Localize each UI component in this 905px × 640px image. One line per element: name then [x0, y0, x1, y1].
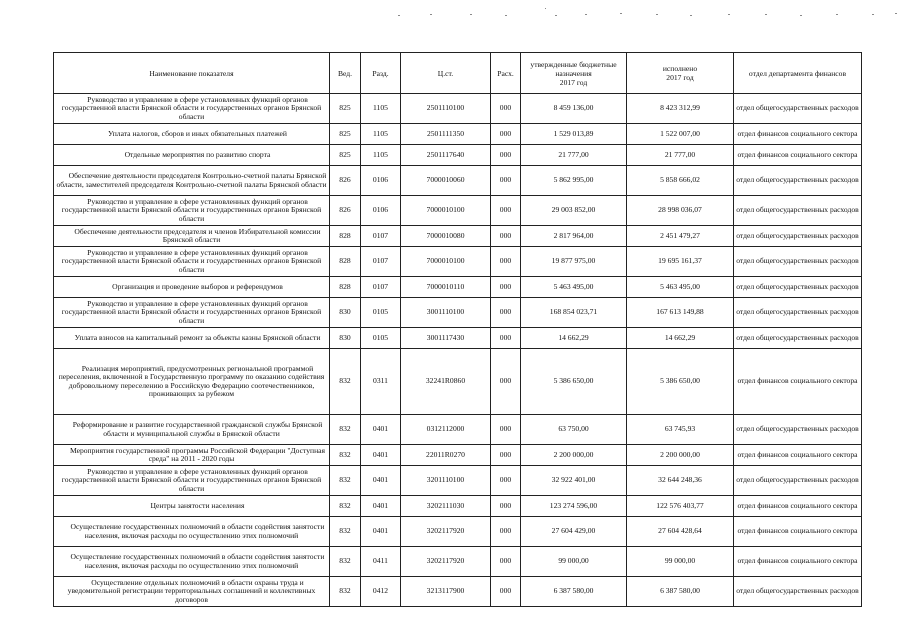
row-rash: 000: [491, 466, 521, 496]
header-ved: Вед.: [330, 53, 361, 94]
row-ved: 830: [330, 298, 361, 328]
row-name-text: Осуществление государственных полномочий в области содействия занятости населения, включая расходы по осуществлению этих полномочий: [70, 552, 325, 570]
row-name-text: Обеспечение деятельности председателя и членов Избирательной комиссии Брянской области: [74, 226, 321, 244]
row-executed: 27 604 428,64: [627, 517, 734, 547]
row-dept: отдел финансов социального сектора: [734, 496, 862, 517]
header-executed-year: 2017 год: [666, 73, 694, 82]
header-executed: [627, 53, 734, 94]
row-approved: 99 000,00: [521, 547, 627, 577]
row-razd: 0105: [361, 298, 401, 328]
row-rash: 000: [491, 547, 521, 577]
table-row: [54, 94, 862, 124]
row-name: [54, 145, 330, 166]
row-razd: 1105: [361, 124, 401, 145]
row-rash: 000: [491, 145, 521, 166]
row-razd: 1105: [361, 145, 401, 166]
row-cst: 0312112000: [401, 415, 491, 445]
row-name-text: Руководство и управление в сфере установленных функций органов государственной власти Брянской области и государственных органов Брянской области: [61, 247, 322, 274]
row-ved: 828: [330, 247, 361, 277]
row-executed: 21 777,00: [627, 145, 734, 166]
row-approved: 19 877 975,00: [521, 247, 627, 277]
row-razd: 0105: [361, 328, 401, 349]
row-name: [54, 196, 330, 226]
row-cst: 2501117640: [401, 145, 491, 166]
row-rash: 000: [491, 196, 521, 226]
row-rash: 000: [491, 577, 521, 607]
row-name-text: Осуществление отдельных полномочий в области охраны труда и уведомительной регистрации территориальных соглашений и коллективных договоров: [67, 577, 316, 604]
row-approved: 5 862 995,00: [521, 166, 627, 196]
row-name: [54, 466, 330, 496]
row-name: [54, 247, 330, 277]
row-name: [54, 349, 330, 415]
row-name-text: Руководство и управление в сфере установленных функций органов государственной власти Брянской области и государственных органов Брянской области: [61, 196, 322, 223]
row-name: [54, 577, 330, 607]
row-rash: 000: [491, 124, 521, 145]
header-rash: Расх.: [491, 53, 521, 94]
row-rash: 000: [491, 226, 521, 247]
row-ved: 832: [330, 349, 361, 415]
table-row: [54, 145, 862, 166]
row-ved: 825: [330, 94, 361, 124]
scan-specks: [0, 0, 905, 40]
table-row: [54, 166, 862, 196]
table-row: [54, 445, 862, 466]
row-razd: 0401: [361, 445, 401, 466]
row-ved: 826: [330, 196, 361, 226]
row-ved: 828: [330, 226, 361, 247]
row-approved: 21 777,00: [521, 145, 627, 166]
row-approved: 2 817 964,00: [521, 226, 627, 247]
row-executed: 5 463 495,00: [627, 277, 734, 298]
header-dept: отдел департамента финансов: [734, 53, 862, 94]
row-ved: 832: [330, 496, 361, 517]
row-approved: 2 200 000,00: [521, 445, 627, 466]
row-dept: отдел общегосударственных расходов: [734, 577, 862, 607]
row-cst: 3201110100: [401, 466, 491, 496]
row-razd: 0401: [361, 466, 401, 496]
row-ved: 832: [330, 517, 361, 547]
row-ved: 828: [330, 277, 361, 298]
row-dept: отдел общегосударственных расходов: [734, 466, 862, 496]
row-cst: 7000010080: [401, 226, 491, 247]
row-dept: отдел общегосударственных расходов: [734, 94, 862, 124]
row-name: [54, 298, 330, 328]
row-ved: 826: [330, 166, 361, 196]
row-name-text: Реформирование и развитие государственной гражданской службы Брянской области и муниципальной службы в Брянской области: [72, 420, 323, 438]
row-approved: 123 274 596,00: [521, 496, 627, 517]
table-row: [54, 124, 862, 145]
table-row: [54, 328, 862, 349]
row-name: [54, 517, 330, 547]
row-cst: 3202117920: [401, 547, 491, 577]
table-row: [54, 349, 862, 415]
row-ved: 825: [330, 124, 361, 145]
row-cst: 7000010110: [401, 277, 491, 298]
header-executed-label: исполнено: [662, 64, 698, 73]
row-executed: 5 858 666,02: [627, 166, 734, 196]
row-name: [54, 445, 330, 466]
table-row: [54, 466, 862, 496]
row-name: [54, 124, 330, 145]
table-header-row: [54, 53, 862, 94]
row-rash: 000: [491, 496, 521, 517]
row-approved: 8 459 136,00: [521, 94, 627, 124]
row-dept: отдел общегосударственных расходов: [734, 226, 862, 247]
table-row: [54, 547, 862, 577]
row-rash: 000: [491, 328, 521, 349]
row-rash: 000: [491, 298, 521, 328]
row-name: [54, 94, 330, 124]
row-name-text: Руководство и управление в сфере установленных функций органов государственной власти Брянской области и государственных органов Брянской области: [61, 94, 322, 121]
row-cst: 7000010100: [401, 196, 491, 226]
row-cst: 3001110100: [401, 298, 491, 328]
row-cst: 3202111030: [401, 496, 491, 517]
row-executed: 1 522 007,00: [627, 124, 734, 145]
row-approved: 1 529 013,89: [521, 124, 627, 145]
row-razd: 0107: [361, 226, 401, 247]
row-ved: 825: [330, 145, 361, 166]
row-executed: 2 200 000,00: [627, 445, 734, 466]
header-razd: Разд.: [361, 53, 401, 94]
row-name-text: Реализация мероприятий, предусмотренных региональной программой переселения, включенной в Государственную программу по оказанию содействия добровольному переселению в Российскую Федерацию соотечественников, проживающих за рубежом: [58, 363, 325, 398]
row-executed: 63 745,93: [627, 415, 734, 445]
row-rash: 000: [491, 94, 521, 124]
row-cst: 22011R0270: [401, 445, 491, 466]
row-dept: отдел общегосударственных расходов: [734, 328, 862, 349]
row-dept: отдел общегосударственных расходов: [734, 415, 862, 445]
header-approved-year: 2017 год: [559, 77, 588, 87]
row-razd: 0401: [361, 415, 401, 445]
table-row: [54, 496, 862, 517]
row-rash: 000: [491, 415, 521, 445]
row-dept: отдел общегосударственных расходов: [734, 247, 862, 277]
table-row: [54, 298, 862, 328]
row-cst: 2501111350: [401, 124, 491, 145]
row-name-text: Центры занятости населения: [150, 500, 245, 510]
row-executed: 2 451 479,27: [627, 226, 734, 247]
row-name-text: Руководство и управление в сфере установленных функций органов государственной власти Брянской области и государственных органов Брянской области: [61, 466, 322, 493]
row-razd: 0107: [361, 247, 401, 277]
row-razd: 0106: [361, 196, 401, 226]
table-row: [54, 277, 862, 298]
row-name-text: Осуществление государственных полномочий в области содействия занятости населения, включая расходы по осуществлению этих полномочий: [70, 522, 325, 540]
row-name-text: Уплата взносов на капитальный ремонт за объекты казны Брянской области: [74, 332, 321, 342]
row-executed: 8 423 312,99: [627, 94, 734, 124]
row-dept: отдел финансов социального сектора: [734, 445, 862, 466]
row-executed: 99 000,00: [627, 547, 734, 577]
header-name: Наименование показателя: [54, 53, 330, 94]
row-executed: 5 386 650,00: [627, 349, 734, 415]
row-executed: 122 576 403,77: [627, 496, 734, 517]
row-executed: 19 695 161,37: [627, 247, 734, 277]
row-razd: 0401: [361, 496, 401, 517]
row-razd: 0401: [361, 517, 401, 547]
row-dept: отдел финансов социального сектора: [734, 349, 862, 415]
row-executed: 32 644 248,36: [627, 466, 734, 496]
row-name-text: Мероприятия государственной программы Российской Федерации "Доступная среда" на 2011 - 2020 годы: [69, 445, 326, 463]
table-row: [54, 226, 862, 247]
row-cst: 7000010060: [401, 166, 491, 196]
row-ved: 830: [330, 328, 361, 349]
row-razd: 0412: [361, 577, 401, 607]
row-name-text: Руководство и управление в сфере установленных функций органов государственной власти Брянской области и государственных органов Брянской области: [61, 298, 322, 325]
row-ved: 832: [330, 445, 361, 466]
row-name: [54, 547, 330, 577]
row-name-text: Отдельные мероприятия по развитию спорта: [124, 149, 271, 159]
row-dept: отдел финансов социального сектора: [734, 145, 862, 166]
row-razd: 0311: [361, 349, 401, 415]
row-name-text: Организация и проведение выборов и референдумов: [112, 281, 283, 291]
row-name: [54, 226, 330, 247]
row-ved: 832: [330, 466, 361, 496]
table-row: [54, 247, 862, 277]
row-approved: 27 604 429,00: [521, 517, 627, 547]
table-row: [54, 577, 862, 607]
row-rash: 000: [491, 277, 521, 298]
row-rash: 000: [491, 445, 521, 466]
row-executed: 6 387 580,00: [627, 577, 734, 607]
row-ved: 832: [330, 577, 361, 607]
row-dept: отдел общегосударственных расходов: [734, 166, 862, 196]
row-approved: 63 750,00: [521, 415, 627, 445]
table-row: [54, 196, 862, 226]
row-dept: отдел общегосударственных расходов: [734, 196, 862, 226]
row-dept: отдел финансов социального сектора: [734, 124, 862, 145]
row-approved: 5 463 495,00: [521, 277, 627, 298]
row-cst: 32241R0860: [401, 349, 491, 415]
header-approved: [521, 53, 627, 94]
row-approved: 32 922 401,00: [521, 466, 627, 496]
table-body: [54, 94, 862, 607]
row-name: [54, 277, 330, 298]
row-approved: 168 854 023,71: [521, 298, 627, 328]
row-rash: 000: [491, 349, 521, 415]
header-approved-label: утвержденные бюджетные назначения: [530, 59, 617, 78]
budget-execution-table: [53, 52, 862, 607]
row-ved: 832: [330, 415, 361, 445]
row-cst: 2501110100: [401, 94, 491, 124]
row-cst: 7000010100: [401, 247, 491, 277]
row-dept: отдел финансов социального сектора: [734, 517, 862, 547]
table-row: [54, 415, 862, 445]
table-row: [54, 517, 862, 547]
row-name-text: Обеспечение деятельности председателя Контрольно-счетной палаты Брянской области, заместителей председателя Контрольно-счетной палаты Брянской области: [56, 171, 327, 189]
header-cst: Ц.ст.: [401, 53, 491, 94]
row-approved: 29 003 852,00: [521, 196, 627, 226]
row-dept: отдел общегосударственных расходов: [734, 298, 862, 328]
row-cst: 3213117900: [401, 577, 491, 607]
row-rash: 000: [491, 247, 521, 277]
row-executed: 28 998 036,07: [627, 196, 734, 226]
row-name: [54, 496, 330, 517]
row-razd: 1105: [361, 94, 401, 124]
row-rash: 000: [491, 517, 521, 547]
row-dept: отдел финансов социального сектора: [734, 547, 862, 577]
row-rash: 000: [491, 166, 521, 196]
row-cst: 3202117920: [401, 517, 491, 547]
row-ved: 832: [330, 547, 361, 577]
row-dept: отдел общегосударственных расходов: [734, 277, 862, 298]
row-executed: 14 662,29: [627, 328, 734, 349]
row-razd: 0411: [361, 547, 401, 577]
row-approved: 5 386 650,00: [521, 349, 627, 415]
row-cst: 3001117430: [401, 328, 491, 349]
row-name-text: Уплата налогов, сборов и иных обязательных платежей: [108, 128, 287, 138]
row-name: [54, 166, 330, 196]
row-executed: 167 613 149,88: [627, 298, 734, 328]
row-name: [54, 415, 330, 445]
row-approved: 6 387 580,00: [521, 577, 627, 607]
row-razd: 0107: [361, 277, 401, 298]
row-razd: 0106: [361, 166, 401, 196]
row-name: [54, 328, 330, 349]
row-approved: 14 662,29: [521, 328, 627, 349]
